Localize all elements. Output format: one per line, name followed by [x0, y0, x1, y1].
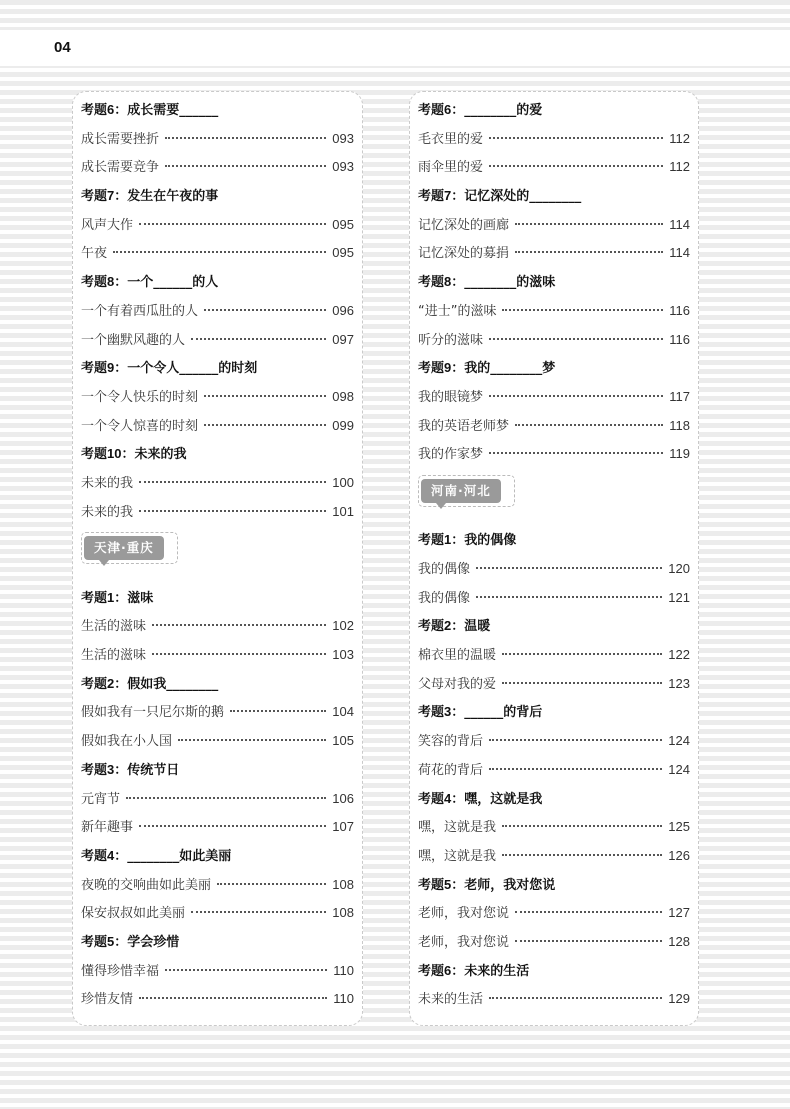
- entry-title: 元宵节: [81, 791, 121, 807]
- entry-page-number: 123: [668, 675, 690, 691]
- entry-title: 假如我有一只尼尔斯的鹅: [81, 705, 225, 721]
- toc-list-right: [418, 96, 690, 1014]
- section-title: ________的滋味: [464, 275, 556, 291]
- dot-leader: [515, 223, 663, 225]
- toc-section-heading: [81, 584, 354, 613]
- entry-page-number: 121: [668, 589, 690, 605]
- toc-entry[interactable]: [418, 555, 690, 584]
- section-label: 考题6：: [418, 962, 465, 978]
- toc-entry[interactable]: [81, 727, 354, 756]
- section-title: 一个令人______的时刻: [127, 361, 258, 377]
- entry-title: 棉衣里的温暖: [418, 648, 497, 664]
- region-heading: [418, 469, 690, 526]
- toc-section-heading: [418, 612, 690, 641]
- section-label: 考题9：: [81, 360, 128, 376]
- entry-title: 嘿，这就是我: [418, 848, 497, 864]
- entry-page-number: 112: [669, 130, 690, 146]
- entry-page-number: 093: [332, 130, 354, 146]
- dot-leader: [178, 739, 326, 741]
- entry-page-number: 119: [669, 446, 690, 462]
- section-title: 假如我________: [127, 676, 219, 692]
- section-label: 考题10：: [81, 446, 135, 462]
- toc-section-heading: [418, 698, 690, 727]
- dot-leader: [191, 338, 326, 340]
- section-title: 未来的我: [134, 447, 187, 463]
- toc-entry[interactable]: [81, 498, 354, 527]
- entry-title: 午夜: [81, 246, 108, 262]
- dot-leader: [489, 997, 662, 999]
- section-label: 考题7：: [418, 188, 465, 204]
- toc-entry[interactable]: [418, 641, 690, 670]
- dot-leader: [489, 338, 663, 340]
- section-label: 考题2：: [81, 675, 128, 691]
- dot-leader: [489, 395, 663, 397]
- entry-page-number: 095: [332, 216, 354, 232]
- entry-title: 笑容的背后: [418, 734, 484, 750]
- entry-title: 我的眼镜梦: [418, 389, 484, 405]
- dot-leader: [515, 940, 662, 942]
- entry-page-number: 127: [668, 905, 690, 921]
- entry-page-number: 120: [668, 561, 690, 577]
- toc-section-heading: [81, 182, 354, 211]
- entry-page-number: 099: [332, 417, 354, 433]
- toc-entry[interactable]: [81, 871, 354, 900]
- toc-list-left: [81, 96, 354, 1014]
- entry-page-number: 097: [332, 331, 354, 347]
- section-title: 成长需要______: [127, 103, 219, 118]
- section-title: 一个______的人: [127, 275, 219, 291]
- dot-leader: [152, 624, 326, 626]
- entry-title: 嘿，这就是我: [418, 820, 497, 836]
- entry-title: 生活的滋味: [81, 619, 147, 635]
- dot-leader: [502, 825, 662, 827]
- toc-section-heading: [81, 756, 354, 785]
- toc-entry[interactable]: [418, 125, 690, 154]
- entry-page-number: 125: [668, 819, 690, 835]
- dot-leader: [489, 739, 662, 741]
- dot-leader: [165, 165, 326, 167]
- toc-entry[interactable]: [418, 756, 690, 785]
- toc-entry[interactable]: [418, 326, 690, 355]
- entry-title: “进士”的滋味: [418, 303, 497, 319]
- header-band: [0, 30, 790, 66]
- toc-entry[interactable]: [418, 985, 690, 1014]
- section-label: 考题9：: [418, 360, 465, 376]
- entry-title: 我的偶像: [418, 562, 471, 578]
- toc-section-heading: [418, 268, 690, 297]
- dot-leader: [476, 567, 662, 569]
- toc-entry[interactable]: [418, 670, 690, 699]
- toc-entry[interactable]: [81, 985, 354, 1014]
- toc-entry[interactable]: [418, 928, 690, 957]
- entry-page-number: 128: [668, 933, 690, 949]
- section-title: 滋味: [127, 590, 154, 606]
- entry-page-number: 093: [332, 159, 354, 175]
- dot-leader: [165, 137, 326, 139]
- entry-title: 老师，我对您说: [418, 934, 510, 950]
- toc-entry[interactable]: [81, 412, 354, 441]
- entry-page-number: 110: [333, 991, 354, 1007]
- toc-entry[interactable]: [81, 297, 354, 326]
- section-label: 考题1：: [418, 532, 465, 548]
- entry-page-number: 110: [333, 962, 354, 978]
- section-title: ________如此美丽: [127, 848, 232, 864]
- section-label: 考题5：: [81, 933, 128, 949]
- toc-entry[interactable]: [81, 899, 354, 928]
- entry-title: 珍惜友情: [81, 992, 134, 1008]
- region-tag-pointer: [99, 560, 109, 566]
- section-title: ______的背后: [464, 705, 543, 721]
- entry-title: 生活的滋味: [81, 648, 147, 664]
- section-label: 考题6：: [418, 102, 465, 117]
- section-title: ________的爱: [464, 103, 543, 118]
- toc-section-heading: [418, 96, 690, 125]
- entry-title: 保安叔叔如此美丽: [81, 906, 186, 922]
- entry-page-number: 117: [669, 388, 690, 404]
- dot-leader: [502, 309, 663, 311]
- entry-page-number: 112: [669, 159, 690, 175]
- entry-page-number: 124: [668, 761, 690, 777]
- entry-title: 风声大作: [81, 217, 134, 233]
- toc-entry[interactable]: [418, 153, 690, 182]
- entry-page-number: 114: [669, 216, 690, 232]
- dot-leader: [204, 395, 326, 397]
- dot-leader: [515, 424, 663, 426]
- entry-title: 未来的生活: [418, 992, 484, 1008]
- region-tag-pointer: [436, 503, 446, 509]
- region-tag: 河南·河北: [421, 479, 501, 503]
- entry-title: 一个令人惊喜的时刻: [81, 418, 199, 434]
- entry-page-number: 126: [668, 847, 690, 863]
- entry-page-number: 103: [332, 647, 354, 663]
- toc-entry[interactable]: [418, 842, 690, 871]
- toc-section-heading: [81, 842, 354, 871]
- dot-leader: [476, 596, 662, 598]
- region-heading: [81, 526, 354, 583]
- entry-page-number: 118: [669, 417, 690, 433]
- toc-entry[interactable]: [418, 440, 690, 469]
- toc-entry[interactable]: [418, 239, 690, 268]
- section-title: 未来的生活: [464, 963, 530, 979]
- section-label: 考题8：: [418, 274, 465, 290]
- entry-title: 我的英语老师梦: [418, 418, 510, 434]
- toc-entry[interactable]: [81, 785, 354, 814]
- section-label: 考题1：: [81, 589, 128, 605]
- toc-section-heading: [418, 871, 690, 900]
- toc-entry[interactable]: [418, 813, 690, 842]
- entry-title: 我的偶像: [418, 590, 471, 606]
- dot-leader: [502, 653, 662, 655]
- dot-leader: [515, 911, 662, 913]
- toc-section-heading: [418, 957, 690, 986]
- entry-page-number: 116: [669, 302, 690, 318]
- toc-section-heading: [81, 354, 354, 383]
- toc-section-heading: [81, 96, 354, 125]
- toc-entry[interactable]: [81, 641, 354, 670]
- toc-section-heading: [81, 440, 354, 469]
- dot-leader: [139, 825, 326, 827]
- entry-title: 荷花的背后: [418, 762, 484, 778]
- toc-entry[interactable]: [418, 211, 690, 240]
- section-label: 考题6：: [81, 102, 128, 117]
- entry-page-number: 108: [332, 876, 354, 892]
- dot-leader: [502, 854, 662, 856]
- toc-section-heading: [81, 268, 354, 297]
- entry-title: 未来的我: [81, 475, 134, 491]
- dot-leader: [152, 653, 326, 655]
- entry-page-number: 124: [668, 733, 690, 749]
- dot-leader: [489, 165, 663, 167]
- section-label: 考题7：: [81, 188, 128, 204]
- toc-entry[interactable]: [81, 153, 354, 182]
- entry-title: 未来的我: [81, 504, 134, 520]
- entry-title: 新年趣事: [81, 820, 134, 836]
- dot-leader: [139, 510, 326, 512]
- entry-page-number: 100: [332, 474, 354, 490]
- toc-entry[interactable]: [418, 297, 690, 326]
- entry-page-number: 102: [332, 618, 354, 634]
- entry-page-number: 129: [668, 991, 690, 1007]
- section-title: 我的________梦: [464, 361, 556, 377]
- entry-page-number: 104: [332, 704, 354, 720]
- entry-title: 一个令人快乐的时刻: [81, 389, 199, 405]
- entry-title: 父母对我的爱: [418, 676, 497, 692]
- toc-entry[interactable]: [81, 211, 354, 240]
- entry-title: 记忆深处的画廊: [418, 217, 510, 233]
- entry-title: 成长需要挫折: [81, 131, 160, 147]
- toc-entry[interactable]: [418, 412, 690, 441]
- toc-section-heading: [418, 354, 690, 383]
- dot-leader: [204, 424, 326, 426]
- entry-title: 雨伞里的爱: [418, 160, 484, 176]
- toc-entry[interactable]: [81, 383, 354, 412]
- entry-page-number: 101: [332, 503, 354, 519]
- dot-leader: [515, 251, 663, 253]
- page-number: 04: [54, 39, 71, 56]
- entry-title: 听分的滋味: [418, 332, 484, 348]
- section-title: 发生在午夜的事: [127, 189, 219, 205]
- entry-page-number: 095: [332, 245, 354, 261]
- section-title: 嘿，这就是我: [464, 791, 543, 807]
- toc-entry[interactable]: [418, 584, 690, 613]
- dot-leader: [191, 911, 326, 913]
- toc-entry[interactable]: [81, 698, 354, 727]
- section-label: 考题4：: [81, 847, 128, 863]
- dot-leader: [204, 309, 326, 311]
- entry-title: 一个幽默风趣的人: [81, 332, 186, 348]
- entry-title: 一个有着西瓜肚的人: [81, 303, 199, 319]
- section-title: 老师，我对您说: [464, 877, 556, 893]
- entry-page-number: 105: [332, 733, 354, 749]
- toc-section-heading: [81, 928, 354, 957]
- toc-column-left: [72, 91, 363, 1026]
- toc-entry[interactable]: [81, 813, 354, 842]
- entry-page-number: 106: [332, 790, 354, 806]
- section-label: 考题2：: [418, 618, 465, 634]
- section-title: 学会珍惜: [127, 934, 180, 950]
- section-label: 考题5：: [418, 876, 465, 892]
- toc-entry[interactable]: [81, 957, 354, 986]
- toc-entry[interactable]: [81, 469, 354, 498]
- dot-leader: [502, 682, 662, 684]
- dot-leader: [113, 251, 326, 253]
- toc-entry[interactable]: [418, 727, 690, 756]
- toc-entry[interactable]: [418, 383, 690, 412]
- dot-leader: [126, 797, 326, 799]
- entry-title: 夜晚的交响曲如此美丽: [81, 877, 212, 893]
- entry-title: 成长需要竞争: [81, 160, 160, 176]
- dot-leader: [139, 481, 326, 483]
- entry-page-number: 122: [668, 647, 690, 663]
- toc-entry[interactable]: [81, 612, 354, 641]
- dot-leader: [165, 969, 327, 971]
- dot-leader: [139, 223, 326, 225]
- section-label: 考题3：: [418, 704, 465, 720]
- toc-entry[interactable]: [81, 239, 354, 268]
- section-label: 考题8：: [81, 274, 128, 290]
- toc-section-heading: [81, 670, 354, 699]
- section-title: 温暖: [464, 619, 491, 635]
- toc-section-heading: [418, 785, 690, 814]
- section-title: 传统节日: [127, 762, 180, 778]
- dot-leader: [489, 452, 663, 454]
- dot-leader: [489, 137, 663, 139]
- section-title: 记忆深处的________: [464, 189, 582, 205]
- toc-entry[interactable]: [81, 125, 354, 154]
- dot-leader: [230, 710, 326, 712]
- entry-title: 假如我在小人国: [81, 734, 173, 750]
- section-label: 考题3：: [81, 761, 128, 777]
- entry-page-number: 098: [332, 388, 354, 404]
- dot-leader: [217, 883, 326, 885]
- entry-title: 记忆深处的募捐: [418, 246, 510, 262]
- section-title: 我的偶像: [464, 533, 517, 549]
- entry-title: 我的作家梦: [418, 447, 484, 463]
- section-label: 考题4：: [418, 790, 465, 806]
- entry-title: 毛衣里的爱: [418, 131, 484, 147]
- toc-entry[interactable]: [81, 326, 354, 355]
- entry-page-number: 114: [669, 245, 690, 261]
- dot-leader: [139, 997, 327, 999]
- entry-page-number: 107: [332, 819, 354, 835]
- entry-title: 老师，我对您说: [418, 906, 510, 922]
- toc-entry[interactable]: [418, 899, 690, 928]
- entry-title: 懂得珍惜幸福: [81, 963, 160, 979]
- entry-page-number: 096: [332, 302, 354, 318]
- toc-column-right: [409, 91, 699, 1026]
- entry-page-number: 116: [669, 331, 690, 347]
- entry-page-number: 108: [332, 905, 354, 921]
- toc-section-heading: [418, 182, 690, 211]
- toc-section-heading: [418, 526, 690, 555]
- region-tag: 天津·重庆: [84, 536, 164, 560]
- dot-leader: [489, 768, 662, 770]
